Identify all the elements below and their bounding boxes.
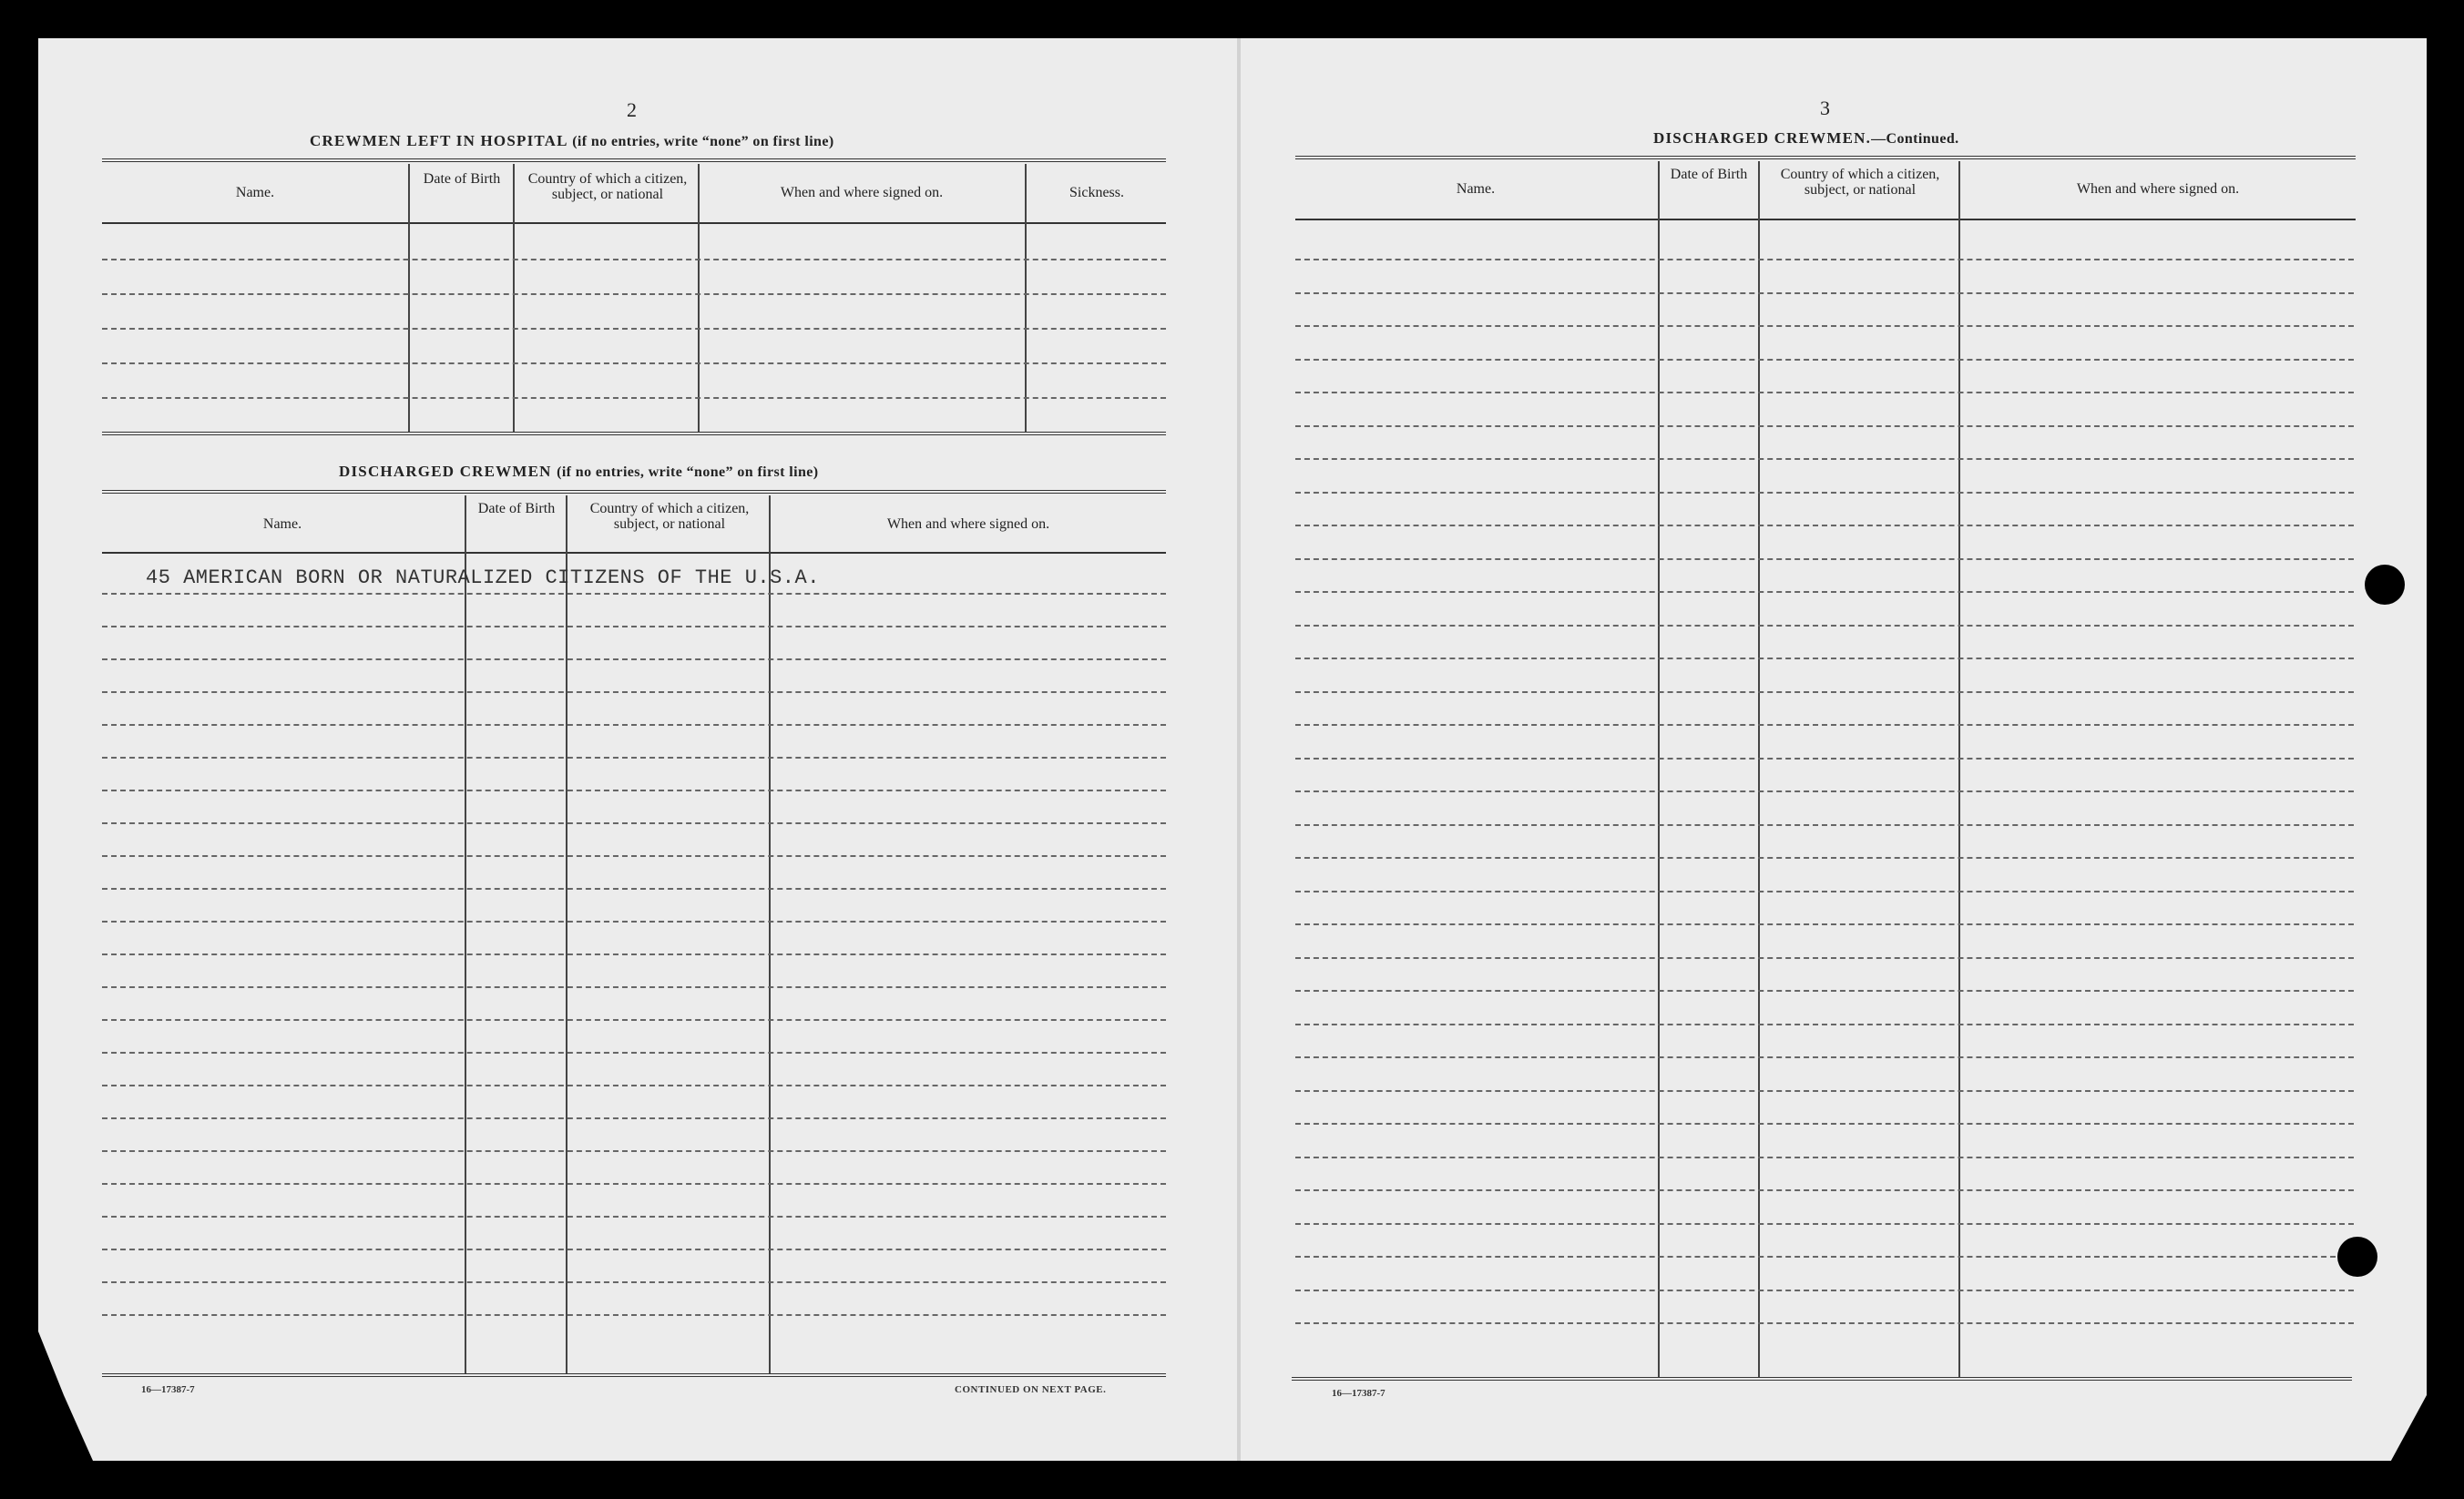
- ruled-line: [102, 1216, 1166, 1218]
- right-title-suffix: —Continued.: [1871, 131, 1959, 147]
- ruled-line: [1295, 691, 2354, 693]
- right-page-number: 3: [1820, 97, 1830, 119]
- right-col-dob: Date of Birth: [1670, 167, 1748, 182]
- ruled-line: [1295, 325, 2354, 327]
- ruled-line: [102, 658, 1166, 660]
- ruled-line: [102, 1183, 1166, 1185]
- ruled-line: [102, 1019, 1166, 1021]
- ruled-line: [102, 259, 1166, 260]
- continued-note: CONTINUED ON NEXT PAGE.: [955, 1384, 1107, 1395]
- typed-crew-entry: 45 AMERICAN BORN OR NATURALIZED CITIZENS OF THE U.S.A.: [146, 566, 820, 589]
- ruled-line: [102, 855, 1166, 857]
- discharged-col-country: Country of which a citizen, subject, or national: [589, 501, 750, 532]
- ruled-line: [102, 1249, 1166, 1250]
- ruled-line: [1295, 1123, 2354, 1125]
- hospital-title-note: (if no entries, write “none” on first line): [572, 134, 834, 149]
- ruled-line: [1295, 292, 2354, 294]
- page-gutter: [1237, 38, 1241, 1461]
- ruled-line: [102, 921, 1166, 923]
- discharged-col-dob: Date of Birth: [477, 501, 556, 516]
- hospital-col-dob: Date of Birth: [423, 171, 501, 187]
- ruled-line: [1295, 458, 2354, 460]
- ruled-line: [102, 1281, 1166, 1283]
- ruled-line: [102, 1314, 1166, 1316]
- left-form-number: 16—17387-7: [141, 1384, 195, 1395]
- ruled-line: [102, 626, 1166, 627]
- hospital-col-sickness: Sickness.: [1069, 185, 1124, 200]
- left-page: [38, 38, 1239, 1461]
- discharged-title-note: (if no entries, write “none” on first line): [557, 464, 819, 480]
- ruled-line: [1295, 957, 2354, 959]
- right-col-country: Country of which a citizen, subject, or national: [1780, 167, 1940, 198]
- right-section-title: [1653, 129, 1959, 148]
- discharged-col-name: Name.: [262, 516, 302, 532]
- ruled-line: [1295, 625, 2354, 627]
- ruled-line: [102, 822, 1166, 824]
- ruled-line: [102, 1085, 1166, 1086]
- right-form-number: 16—17387-7: [1332, 1388, 1385, 1399]
- hospital-title-text: CREWMEN LEFT IN HOSPITAL: [310, 132, 567, 149]
- ruled-line: [102, 593, 1166, 595]
- ruled-line: [1295, 1290, 2354, 1291]
- ruled-line: [102, 986, 1166, 988]
- hospital-col-signed: When and where signed on.: [780, 185, 944, 200]
- ruled-line: [1295, 492, 2354, 494]
- ruled-line: [102, 691, 1166, 693]
- ruled-line: [1295, 824, 2354, 826]
- ruled-line: [1295, 1090, 2354, 1092]
- ruled-line: [1295, 1223, 2354, 1225]
- right-col-signed: When and where signed on.: [2076, 181, 2240, 197]
- ruled-line: [1295, 558, 2354, 560]
- right-col-name: Name.: [1456, 181, 1496, 197]
- ruled-line: [1295, 658, 2354, 659]
- ruled-line: [1295, 425, 2354, 427]
- ruled-line: [102, 888, 1166, 890]
- ruled-line: [1295, 392, 2354, 393]
- ruled-line: [1295, 1157, 2354, 1158]
- left-page-number: 2: [627, 98, 637, 121]
- ruled-line: [1295, 923, 2354, 925]
- ruled-line: [1295, 724, 2354, 726]
- discharged-col-signed: When and where signed on.: [886, 516, 1050, 532]
- ruled-line: [102, 724, 1166, 726]
- discharged-title-text: DISCHARGED CREWMEN: [339, 463, 552, 480]
- right-page: [1239, 38, 2427, 1461]
- ruled-line: [102, 328, 1166, 330]
- ruled-line: [1295, 1256, 2354, 1258]
- hospital-col-country: Country of which a citizen, subject, or national: [527, 171, 688, 202]
- ruled-line: [1295, 990, 2354, 992]
- ruled-line: [102, 397, 1166, 399]
- ruled-line: [1295, 857, 2354, 859]
- ruled-line: [1295, 259, 2354, 260]
- ruled-line: [1295, 359, 2354, 361]
- ruled-line: [1295, 1056, 2354, 1058]
- ruled-line: [1295, 1024, 2354, 1025]
- punch-hole-lower: [2337, 1237, 2377, 1277]
- ruled-line: [1295, 790, 2354, 792]
- ruled-line: [102, 1150, 1166, 1152]
- ruled-line: [102, 362, 1166, 364]
- punch-hole-upper: [2365, 565, 2405, 605]
- ruled-line: [1295, 591, 2354, 593]
- ruled-line: [102, 1117, 1166, 1119]
- ruled-line: [102, 953, 1166, 955]
- ruled-line: [1295, 1322, 2354, 1324]
- hospital-col-name: Name.: [235, 185, 275, 200]
- right-title-text: DISCHARGED CREWMEN.: [1653, 129, 1872, 147]
- ruled-line: [1295, 758, 2354, 760]
- ruled-line: [1295, 525, 2354, 526]
- ruled-line: [102, 293, 1166, 295]
- ruled-line: [102, 757, 1166, 759]
- ruled-line: [102, 790, 1166, 791]
- ruled-line: [1295, 891, 2354, 892]
- discharged-section-title: [339, 463, 819, 481]
- ruled-line: [102, 1052, 1166, 1054]
- hospital-section-title: [310, 132, 834, 150]
- ruled-line: [1295, 1189, 2354, 1191]
